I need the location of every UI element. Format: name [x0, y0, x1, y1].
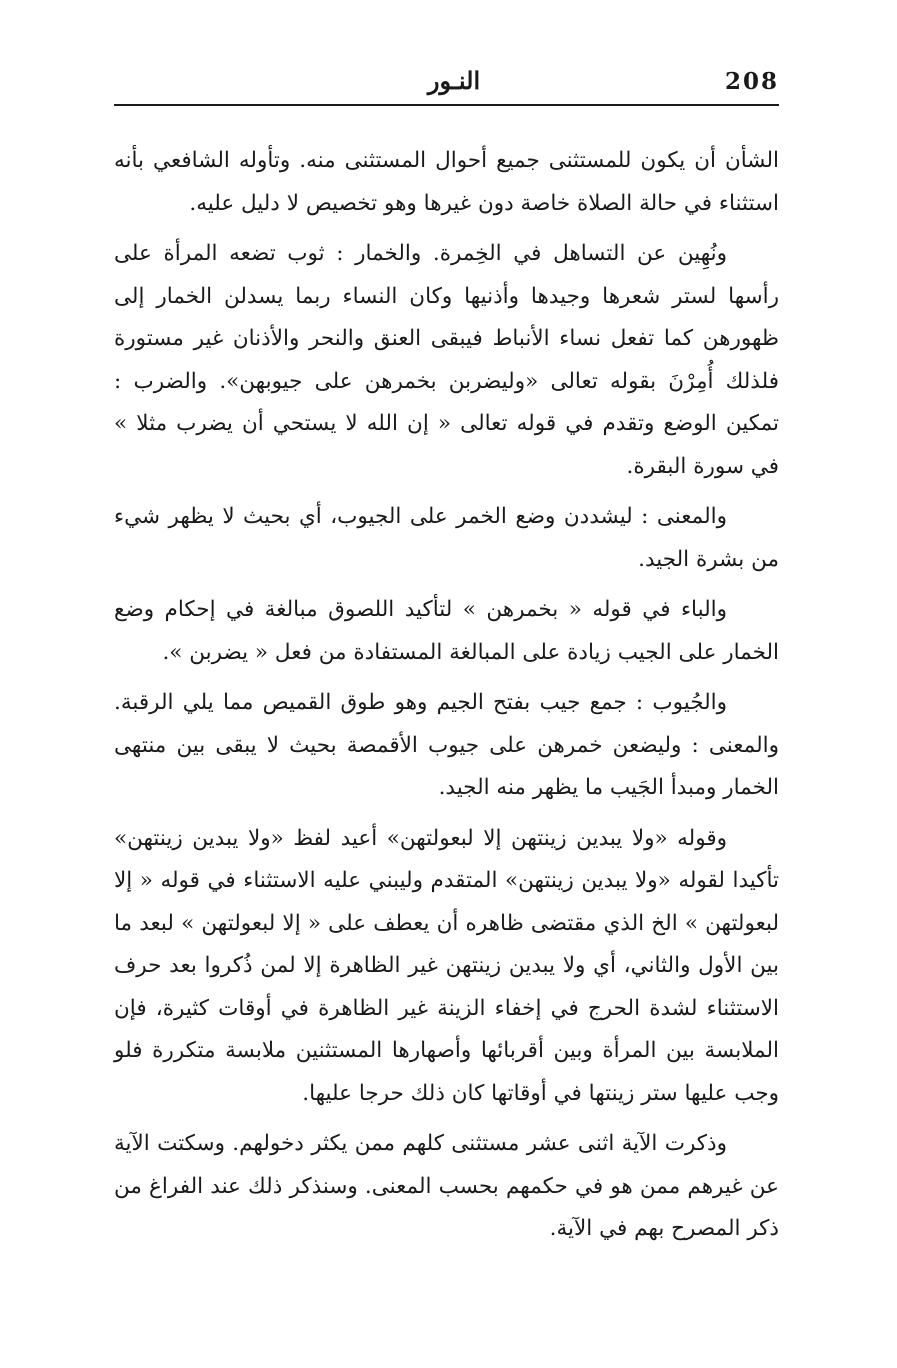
body-text: [114, 140, 779, 1259]
paragraph-4: والباء في قوله « بخمرهن » لتأكيد اللصوق مبالغة في إحكام وضع الخمار على الجيب زيادة على المبالغة المستفادة من فعل « يضربن ».: [114, 597, 779, 665]
paragraph-1: الشأن أن يكون للمستثنى جميع أحوال المستثنى منه. وتأوله الشافعي بأنه استثناء في حالة الصلاة خاصة دون غيرها وهو تخصيص لا دليل عليه.: [114, 148, 779, 216]
running-title: النـور: [427, 66, 481, 95]
page-number: 208: [724, 68, 779, 95]
page-header: [114, 62, 779, 102]
paragraph-2: ونُهِين عن التساهل في الخِمرة. والخمار : ثوب تضعه المرأة على رأسها لستر شعرها وجيدها وأذنيها وكان النساء ربما يسدلن الخمار إلى ظهورهن كما تفعل نساء الأنباط فيبقى العنق والنحر والأذنان غير مستورة فلذلك أُمِرْنَ بقوله تعالى «وليضربن بخمرهن على جيوبهن». والضرب : تمكين الوضع وتقدم في قوله تعالى « إن الله لا يستحي أن يضرب مثلا » في سورة البقرة.: [114, 241, 779, 479]
header-rule: [114, 104, 779, 106]
paragraph-6: وقوله «ولا يبدين زينتهن إلا لبعولتهن» أعيد لفظ «ولا يبدين زينتهن» تأكيدا لقوله «ولا يبدين زينتهن» المتقدم وليبني عليه الاستثناء في قوله « إلا لبعولتهن » الخ الذي مقتضى ظاهره أن يعطف على « إلا لبعولتهن » لبعد ما بين الأول والثاني، أي ولا يبدين زينتهن غير الظاهرة إلا لمن ذُكروا بعد حرف الاستثناء لشدة الحرج في إخفاء الزينة غير الظاهرة في أوقات كثيرة، فإن الملابسة بين المرأة وبين أقربائها وأصهارها المستثنين ملابسة متكررة فلو وجب عليها ستر زينتها في أوقاتها كان ذلك حرجا عليها.: [114, 825, 779, 1106]
paragraph-7: وذكرت الآية اثنى عشر مستثنى كلهم ممن يكثر دخولهم. وسكتت الآية عن غيرهم ممن هو في حكمهم بحسب المعنى. وسنذكر ذلك عند الفراغ من ذكر المصرح بهم في الآية.: [114, 1131, 779, 1241]
paragraph-5: والجُيوب : جمع جيب بفتح الجيم وهو طوق القميص مما يلي الرقبة. والمعنى : وليضعن خمرهن على جيوب الأقمصة بحيث لا يبقى بين منتهى الخمار ومبدأ الجَيب ما يظهر منه الجيد.: [114, 690, 779, 800]
paragraph-3: والمعنى : ليشددن وضع الخمر على الجيوب، أي بحيث لا يظهر شيء من بشرة الجيد.: [114, 504, 779, 572]
